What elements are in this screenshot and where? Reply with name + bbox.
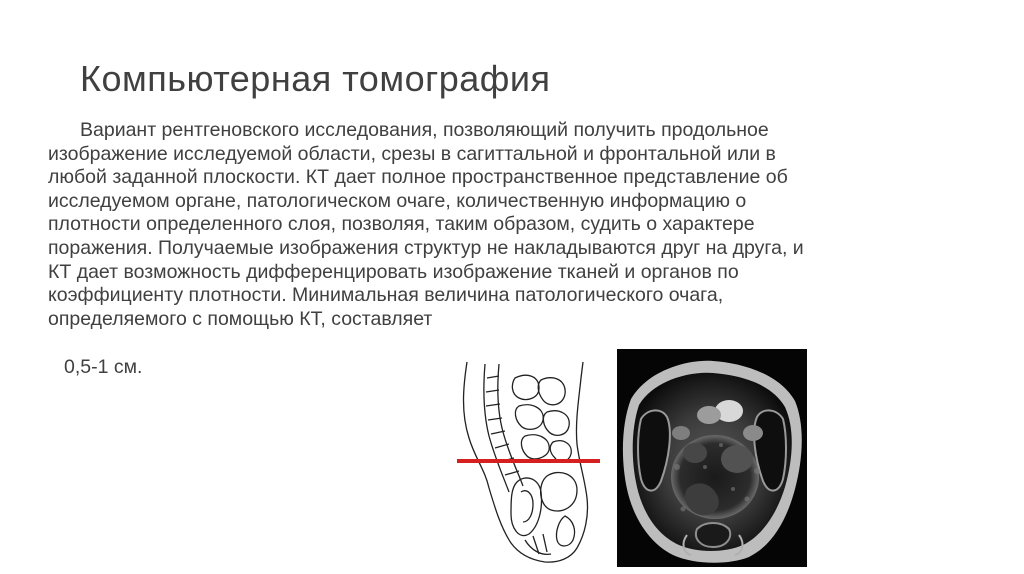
- axial-ct-scan-image: [617, 349, 807, 567]
- paragraph-line: поражения. Получаемые изображения структур не накладываются друг на друга, и: [48, 236, 804, 259]
- body-paragraph: [48, 119, 978, 331]
- paragraph-line: изображение исследуемой области, срезы в сагиттальной и фронтальной или в: [48, 142, 776, 165]
- minimal-size-value: 0,5-1 см.: [64, 356, 143, 378]
- paragraph-line: определяемого с помощью КТ, составляет: [48, 307, 433, 330]
- paragraph-line: коэффициенту плотности. Минимальная величина патологического очага,: [48, 284, 724, 307]
- sagittal-pelvis-diagram: [455, 358, 605, 568]
- paragraph-line: любой заданной плоскости. КТ дает полное пространственное представление об: [48, 166, 788, 189]
- paragraph-line: плотности определенного слоя, позволяя, таким образом, судить о характере: [48, 213, 755, 236]
- paragraph-line: исследуемом органе, патологическом очаге, количественную информацию о: [48, 189, 747, 212]
- paragraph-line: Вариант рентгеновского исследования, позволяющий получить продольное: [80, 119, 769, 141]
- slide-title: Компьютерная томография: [80, 58, 551, 99]
- paragraph-line: КТ дает возможность дифференцировать изображение тканей и органов по: [48, 260, 739, 283]
